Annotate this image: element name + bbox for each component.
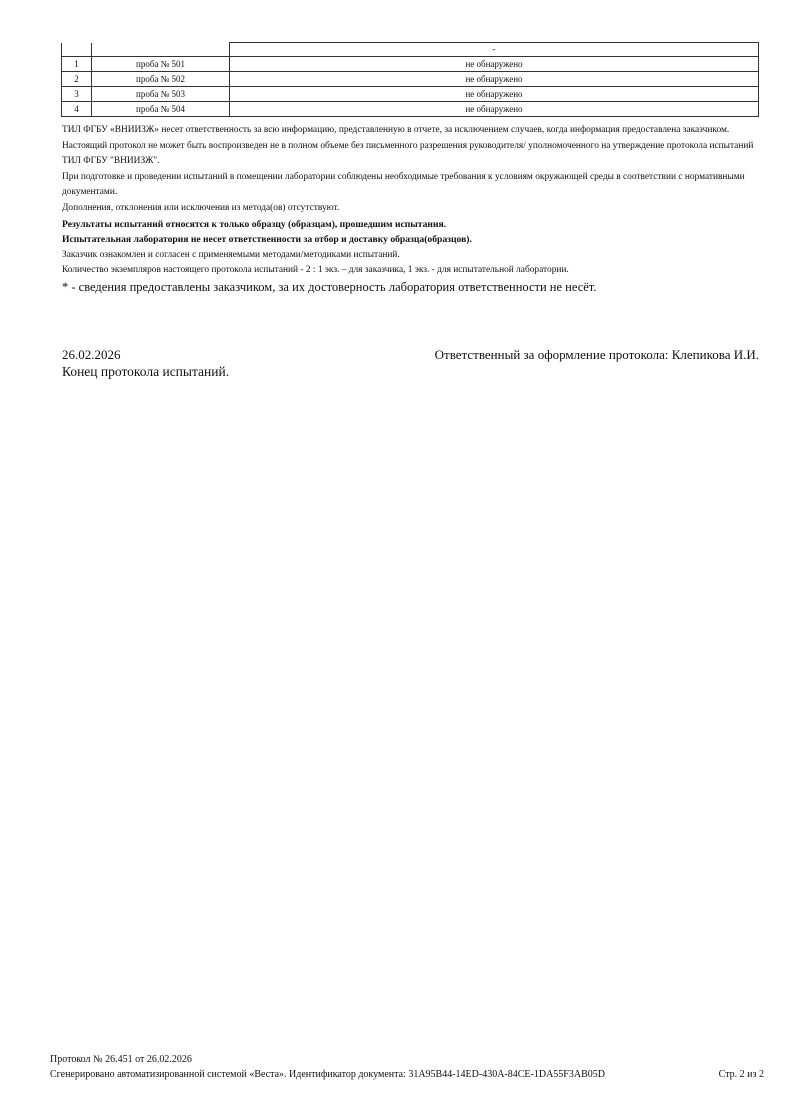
note-reproduction: Настоящий протокол не может быть воспроизведен не в полном объеме без письменного разрешения руководителя/ уполномоченного на утверждение протокола испытаний ТИЛ ФГБУ "ВНИИЗЖ". bbox=[62, 140, 754, 167]
row-result: не обнаружено bbox=[230, 57, 759, 72]
end-of-protocol: Конец протокола испытаний. bbox=[62, 364, 230, 379]
results-table bbox=[61, 42, 759, 117]
note-deviations: Дополнения, отклонения или исключения из метода(ов) отсутствуют. bbox=[62, 202, 340, 213]
note-customer-info: * - сведения предоставлены заказчиком, за их достоверность лаборатория ответственности не несёт. bbox=[62, 279, 597, 294]
footer-protocol-number: Протокол № 26.451 от 26.02.2026 bbox=[50, 1054, 192, 1065]
row-result: не обнаружено bbox=[230, 102, 759, 117]
table-row bbox=[62, 102, 759, 117]
note-copies: Количество экземпляров настоящего протокола испытаний - 2 : 1 экз. – для заказчика, 1 экз. - для испытательной лаборатории. bbox=[62, 265, 569, 276]
row-number: 3 bbox=[62, 87, 92, 102]
row-sample: проба № 503 bbox=[92, 87, 230, 102]
header-dash: - bbox=[230, 43, 759, 57]
row-sample: проба № 504 bbox=[92, 102, 230, 117]
note-conditions: При подготовке и проведении испытаний в помещении лаборатории соблюдены необходимые требования к условиям окружающей среды в соответствии с нормативными документами. bbox=[62, 171, 745, 198]
protocol-notes bbox=[62, 123, 762, 296]
row-number: 2 bbox=[62, 72, 92, 87]
table-row bbox=[62, 87, 759, 102]
protocol-date: 26.02.2026 bbox=[62, 347, 121, 362]
row-result: не обнаружено bbox=[230, 87, 759, 102]
note-sampling: Испытательная лаборатория не несет ответственности за отбор и доставку образца(образцов). bbox=[62, 234, 472, 246]
row-sample: проба № 501 bbox=[92, 57, 230, 72]
note-responsibility: ТИЛ ФГБУ «ВНИИЗЖ» несет ответственность за всю информацию, представленную в отчете, за исключением случаев, когда информация предоставлена заказчиком. bbox=[62, 125, 730, 135]
page-number: Стр. 2 из 2 bbox=[718, 1069, 764, 1080]
row-sample: проба № 502 bbox=[92, 72, 230, 87]
responsible-person: Ответственный за оформление протокола: Клепикова И.И. bbox=[434, 347, 759, 362]
row-number: 1 bbox=[62, 57, 92, 72]
row-result: не обнаружено bbox=[230, 72, 759, 87]
table-header-row bbox=[62, 43, 759, 57]
table-row bbox=[62, 57, 759, 72]
note-results-scope: Результаты испытаний относятся к только образцу (образцам), прошедшим испытания. bbox=[62, 218, 447, 230]
row-number: 4 bbox=[62, 102, 92, 117]
footer-generated: Сгенерировано автоматизированной системой «Веста». Идентификатор документа: 31A95B44-14ED-430A-84CE-1DA55F3AB05D bbox=[50, 1069, 605, 1080]
note-methods: Заказчик ознакомлен и согласен с применяемыми методами/методиками испытаний. bbox=[62, 249, 400, 260]
table-row bbox=[62, 72, 759, 87]
